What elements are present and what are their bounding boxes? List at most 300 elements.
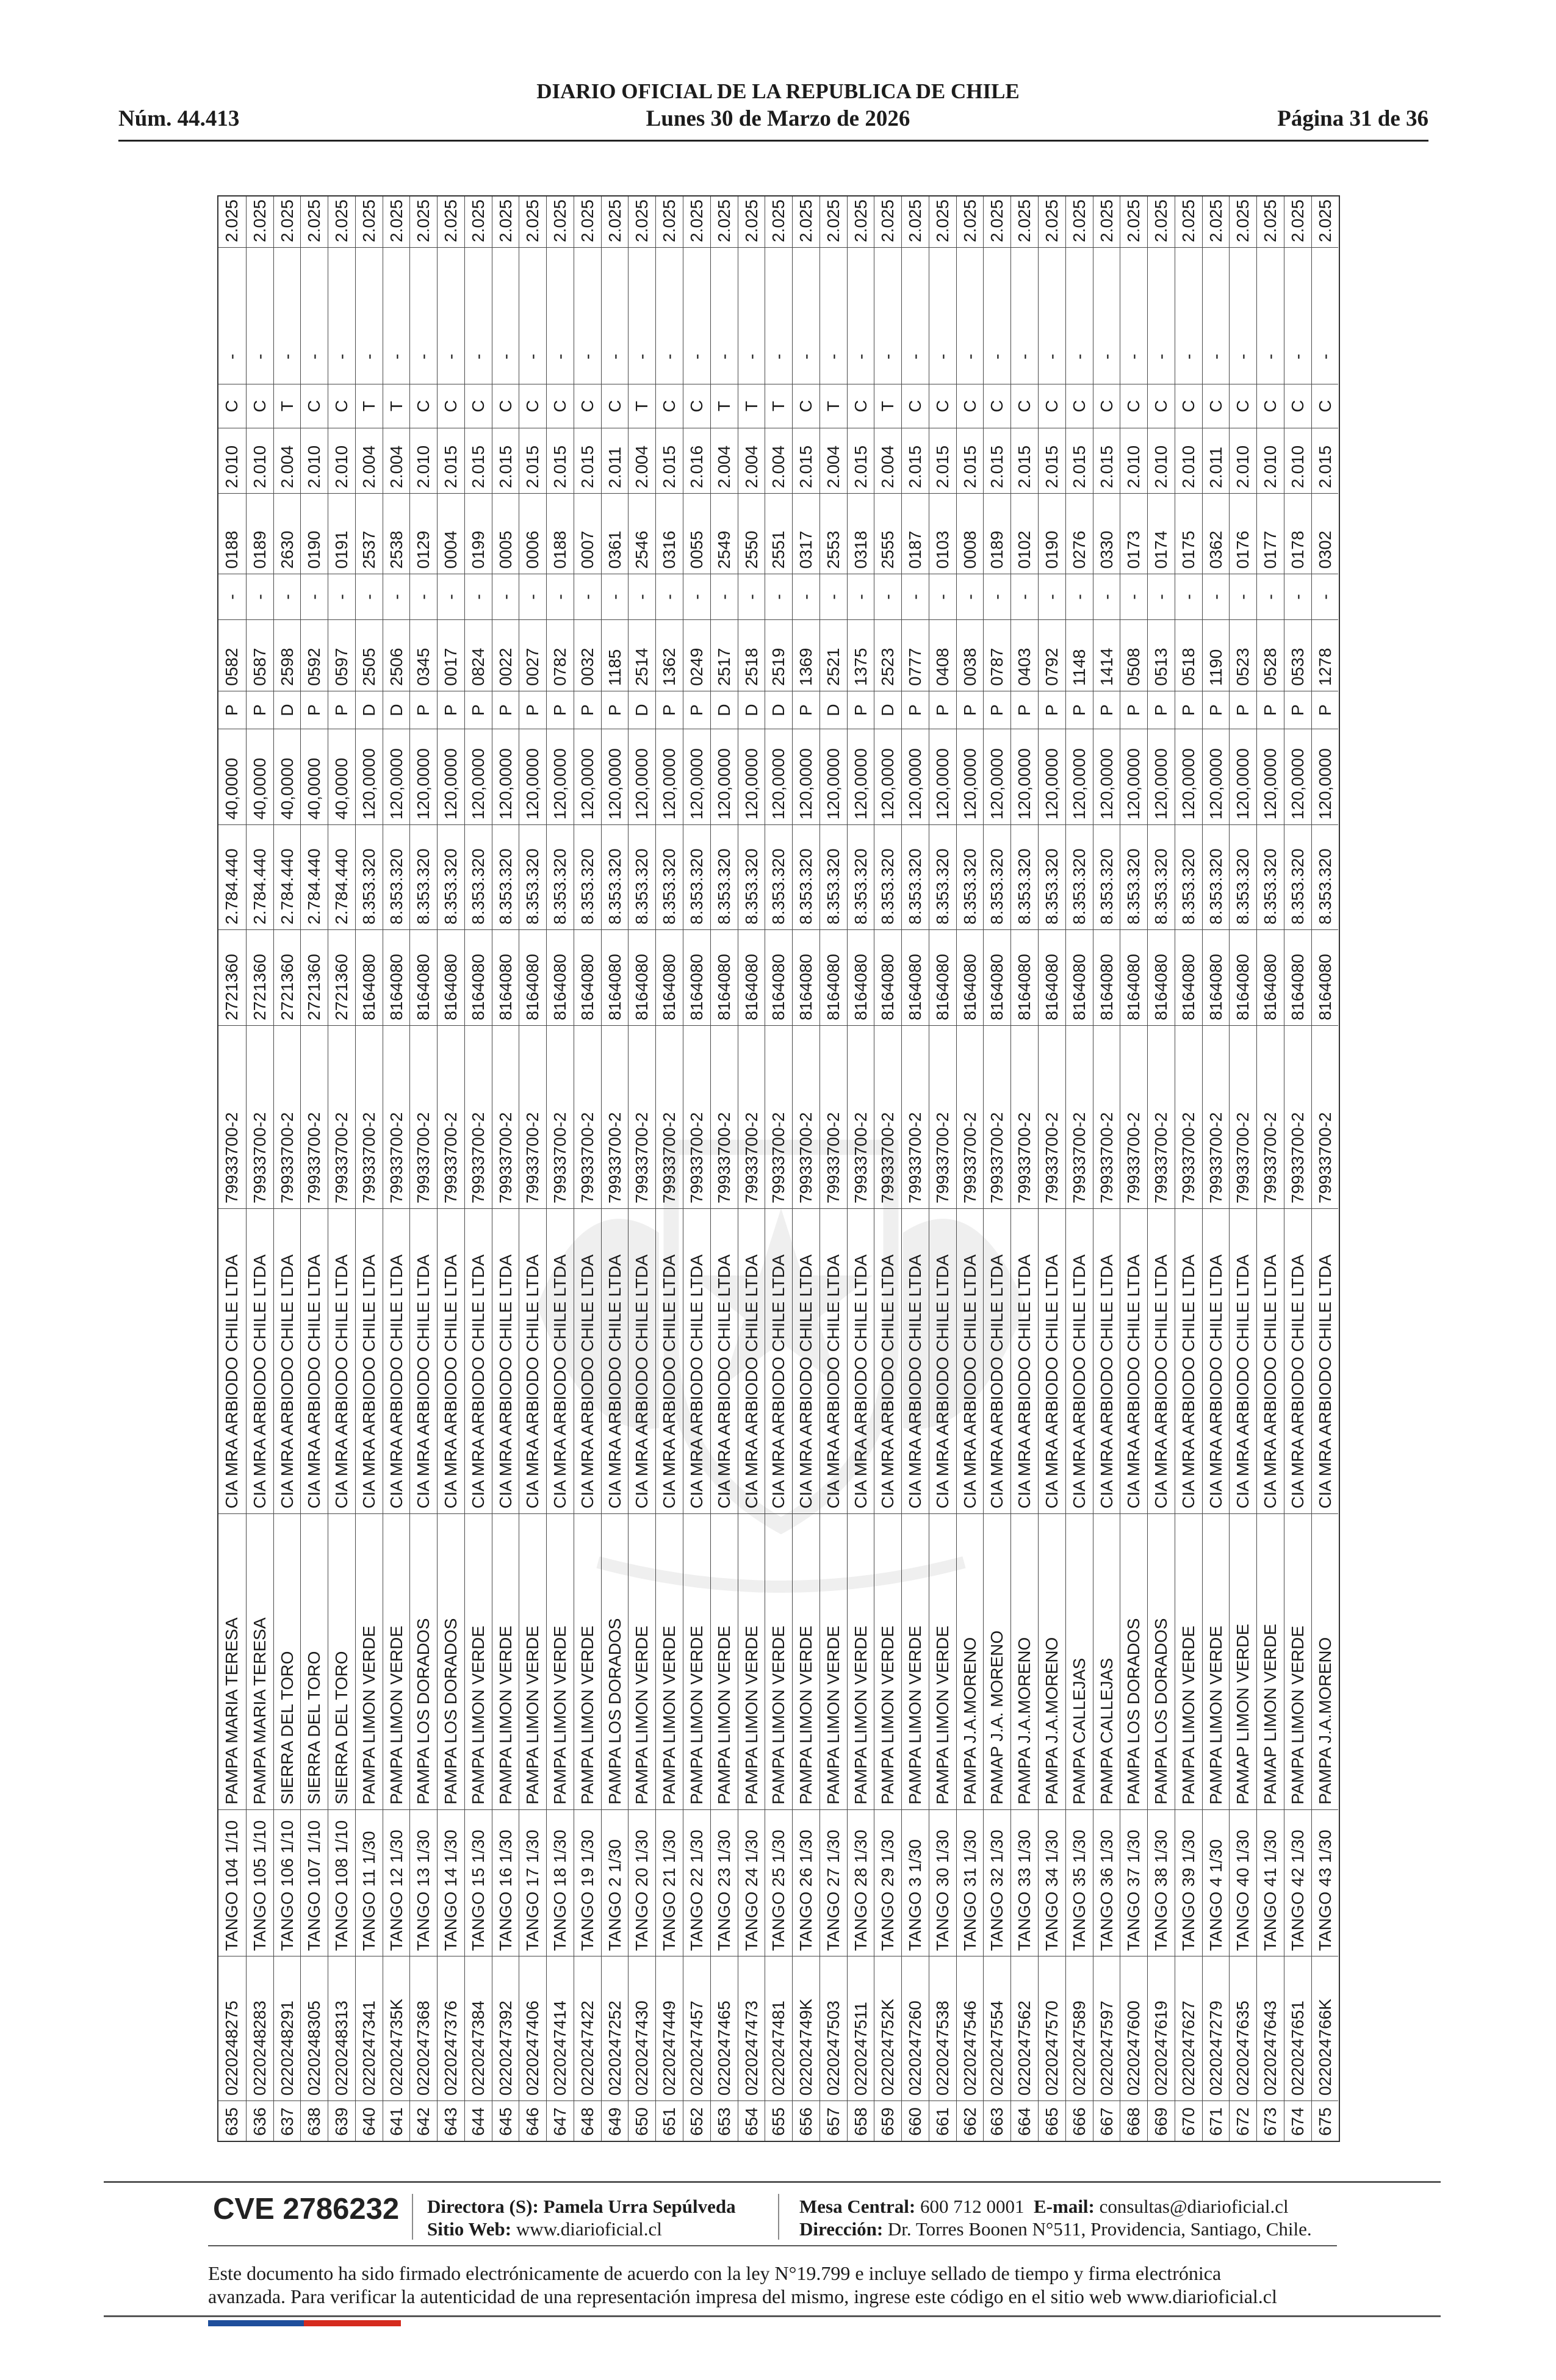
value-a-cell: 8164080 <box>1011 930 1038 1026</box>
value-b-cell: 8.353.320 <box>519 825 546 930</box>
folio-cell: 1278 <box>1312 620 1339 691</box>
year-cell: 2.025 <box>1312 197 1339 248</box>
claim-name-cell: TANGO 105 1/10 <box>247 1810 273 1956</box>
rut-cell: 79933700-2 <box>1039 1026 1065 1209</box>
location-cell: PAMPA LIMON VERDE <box>738 1514 765 1810</box>
code-cell: 0220247481 <box>765 1956 792 2101</box>
value-c-cell: 120,0000 <box>1175 729 1202 825</box>
owner-cell: CIA MRA ARBIODO CHILE LTDA <box>383 1209 410 1514</box>
owner-cell: CIA MRA ARBIODO CHILE LTDA <box>356 1209 383 1514</box>
value-a-cell: 2721360 <box>328 930 355 1026</box>
row-number-cell: 642 <box>414 2107 433 2136</box>
flag-stripe-blue <box>208 2320 304 2326</box>
dash-cell: - <box>410 248 437 384</box>
value-b-cell: 8.353.320 <box>1039 825 1065 930</box>
value-c-cell: 120,0000 <box>547 729 574 825</box>
year-cell: 2.025 <box>492 197 519 248</box>
location-cell: PAMPA LOS DORADOS <box>438 1514 464 1810</box>
number-cell: 0191 <box>328 494 355 574</box>
owner-cell: CIA MRA ARBIODO CHILE LTDA <box>683 1209 710 1514</box>
location-cell: PAMPA LIMON VERDE <box>629 1514 655 1810</box>
year-cell: 2.025 <box>765 197 792 248</box>
rut-cell: 79933700-2 <box>602 1026 629 1209</box>
number-cell: 0176 <box>1230 494 1256 574</box>
address-text: Dr. Torres Boonen N°511, Providencia, Santiago, Chile. <box>887 2218 1312 2240</box>
claim-name-cell: TANGO 19 1/30 <box>574 1810 601 1956</box>
year-cell: 2.010 <box>301 428 328 494</box>
location-cell: PAMPA LIMON VERDE <box>492 1514 519 1810</box>
location-cell: SIERRA DEL TORO <box>301 1514 328 1810</box>
dash-cell: - <box>1148 248 1175 384</box>
code-cell: 0220247449 <box>656 1956 683 2101</box>
type-cell: D <box>711 691 738 729</box>
type-cell: P <box>1066 691 1093 729</box>
code-cell: 0220247384 <box>465 1956 492 2101</box>
value-a-cell: 8164080 <box>602 930 629 1026</box>
letter-cell: C <box>929 384 956 428</box>
year-cell: 2.010 <box>410 428 437 494</box>
value-b-cell: 8.353.320 <box>1312 825 1339 930</box>
value-a-cell: 8164080 <box>519 930 546 1026</box>
type-cell: P <box>1230 691 1256 729</box>
code-cell: 0220247538 <box>929 1956 956 2101</box>
page-number: Página 31 de 36 <box>1277 106 1428 131</box>
letter-cell: C <box>848 384 874 428</box>
owner-cell: CIA MRA ARBIODO CHILE LTDA <box>328 1209 355 1514</box>
year-cell: 2.025 <box>793 197 819 248</box>
dash-cell: - <box>1011 248 1038 384</box>
number-cell: 0188 <box>218 494 246 574</box>
dash-cell: - <box>711 248 738 384</box>
year-cell: 2.025 <box>1203 197 1230 248</box>
claim-name-cell: TANGO 26 1/30 <box>793 1810 819 1956</box>
code-cell: 0220247554 <box>984 1956 1010 2101</box>
code-cell: 0220247619 <box>1148 1956 1175 2101</box>
year-cell: 2.016 <box>683 428 710 494</box>
dash-cell: - <box>848 248 874 384</box>
value-b-cell: 8.353.320 <box>984 825 1010 930</box>
rut-cell: 79933700-2 <box>711 1026 738 1209</box>
owner-cell: CIA MRA ARBIODO CHILE LTDA <box>547 1209 574 1514</box>
year-cell: 2.015 <box>656 428 683 494</box>
table-row <box>1120 197 1147 2141</box>
email-label: E-mail: <box>1034 2196 1095 2217</box>
year-cell: 2.004 <box>765 428 792 494</box>
claim-name-cell: TANGO 33 1/30 <box>1011 1810 1038 1956</box>
year-cell: 2.015 <box>902 428 929 494</box>
letter-cell: T <box>738 384 765 428</box>
value-b-cell: 8.353.320 <box>738 825 765 930</box>
type-cell: D <box>765 691 792 729</box>
row-number-cell: 671 <box>1206 2107 1225 2136</box>
value-a-cell: 8164080 <box>1039 930 1065 1026</box>
code-cell: 0220247465 <box>711 1956 738 2101</box>
flag-stripe-red <box>304 2320 401 2326</box>
row-number-cell: 656 <box>796 2107 816 2136</box>
row-number-cell: 636 <box>250 2107 269 2136</box>
number-cell: 2630 <box>274 494 301 574</box>
value-b-cell: 8.353.320 <box>711 825 738 930</box>
code-cell: 0220247406 <box>519 1956 546 2101</box>
year-cell: 2.025 <box>274 197 301 248</box>
table-row <box>1229 197 1256 2141</box>
folio-cell: 0022 <box>492 620 519 691</box>
value-b-cell: 8.353.320 <box>656 825 683 930</box>
code-cell: 0220247546 <box>957 1956 984 2101</box>
letter-cell: T <box>383 384 410 428</box>
type-cell: P <box>492 691 519 729</box>
dash-cell: - <box>1175 248 1202 384</box>
row-number-cell: 668 <box>1124 2107 1144 2136</box>
folio-cell: 0408 <box>929 620 956 691</box>
type-cell: P <box>1039 691 1065 729</box>
claim-name-cell: TANGO 21 1/30 <box>656 1810 683 1956</box>
header-divider <box>118 140 1428 142</box>
row-number-cell: 650 <box>632 2107 652 2136</box>
table-row <box>628 197 655 2141</box>
folio-cell: 0533 <box>1284 620 1311 691</box>
value-a-cell: 8164080 <box>1093 930 1120 1026</box>
table-row <box>1284 197 1311 2141</box>
table-row <box>655 197 683 2141</box>
value-c-cell: 120,0000 <box>574 729 601 825</box>
code-cell: 0220247341 <box>356 1956 383 2101</box>
letter-cell: C <box>1039 384 1065 428</box>
value-b-cell: 8.353.320 <box>929 825 956 930</box>
value-b-cell: 8.353.320 <box>957 825 984 930</box>
letter-cell: C <box>1230 384 1256 428</box>
claim-name-cell: TANGO 23 1/30 <box>711 1810 738 1956</box>
rut-cell: 79933700-2 <box>410 1026 437 1209</box>
rut-cell: 79933700-2 <box>1011 1026 1038 1209</box>
value-b-cell: 2.784.440 <box>301 825 328 930</box>
rut-cell: 79933700-2 <box>683 1026 710 1209</box>
value-c-cell: 120,0000 <box>1011 729 1038 825</box>
year-cell: 2.025 <box>957 197 984 248</box>
location-cell: PAMPA LIMON VERDE <box>1203 1514 1230 1810</box>
row-number-cell: 641 <box>386 2107 406 2136</box>
row-number-cell: 662 <box>960 2107 979 2136</box>
claim-name-cell: TANGO 40 1/30 <box>1230 1810 1256 1956</box>
type-cell: P <box>848 691 874 729</box>
year-cell: 2.015 <box>929 428 956 494</box>
year-cell: 2.025 <box>1148 197 1175 248</box>
folio-cell: 0777 <box>902 620 929 691</box>
year-cell: 2.025 <box>1120 197 1147 248</box>
dash-cell: - <box>547 248 574 384</box>
dash-cell: - <box>874 248 901 384</box>
folio-cell: 1362 <box>656 620 683 691</box>
dash-cell: - <box>465 248 492 384</box>
year-cell: 2.011 <box>602 428 629 494</box>
folio-cell: 0782 <box>547 620 574 691</box>
row-number-cell: 649 <box>605 2107 624 2136</box>
website-link[interactable]: www.diarioficial.cl <box>516 2218 662 2240</box>
folio-cell: 0587 <box>247 620 273 691</box>
folio-cell: 1375 <box>848 620 874 691</box>
folio-cell: 0508 <box>1120 620 1147 691</box>
number-cell: 0173 <box>1120 494 1147 574</box>
owner-cell: CIA MRA ARBIODO CHILE LTDA <box>1066 1209 1093 1514</box>
code-cell: 0220247279 <box>1203 1956 1230 2101</box>
rut-cell: 79933700-2 <box>793 1026 819 1209</box>
year-cell: 2.010 <box>1230 428 1256 494</box>
dash-cell: - <box>957 574 984 620</box>
folio-cell: 1414 <box>1093 620 1120 691</box>
claim-name-cell: TANGO 3 1/30 <box>902 1810 929 1956</box>
code-cell: 0220247376 <box>438 1956 464 2101</box>
dash-cell: - <box>1175 574 1202 620</box>
rut-cell: 79933700-2 <box>1203 1026 1230 1209</box>
type-cell: P <box>301 691 328 729</box>
dash-cell: - <box>438 574 464 620</box>
dash-cell: - <box>683 574 710 620</box>
letter-cell: C <box>1175 384 1202 428</box>
claim-name-cell: TANGO 13 1/30 <box>410 1810 437 1956</box>
director-block <box>427 2195 736 2240</box>
dash-cell: - <box>218 574 246 620</box>
table-row <box>300 197 328 2141</box>
footer-divider-top <box>104 2181 1441 2183</box>
number-cell: 0188 <box>547 494 574 574</box>
year-cell: 2.025 <box>1257 197 1284 248</box>
year-cell: 2.025 <box>848 197 874 248</box>
folio-cell: 2517 <box>711 620 738 691</box>
dash-cell: - <box>984 574 1010 620</box>
claim-name-cell: TANGO 30 1/30 <box>929 1810 956 1956</box>
value-b-cell: 8.353.320 <box>874 825 901 930</box>
table-row <box>765 197 792 2141</box>
rut-cell: 79933700-2 <box>1175 1026 1202 1209</box>
year-cell: 2.004 <box>356 428 383 494</box>
email-link[interactable]: consultas@diarioficial.cl <box>1099 2196 1289 2217</box>
location-cell: PAMPA LIMON VERDE <box>383 1514 410 1810</box>
year-cell: 2.025 <box>383 197 410 248</box>
row-number-cell: 672 <box>1233 2107 1253 2136</box>
dash-cell: - <box>1203 248 1230 384</box>
value-c-cell: 120,0000 <box>656 729 683 825</box>
location-cell: PAMPA LIMON VERDE <box>793 1514 819 1810</box>
location-cell: PAMPA J.A.MORENO <box>1039 1514 1065 1810</box>
row-number-cell: 659 <box>878 2107 898 2136</box>
number-cell: 2555 <box>874 494 901 574</box>
row-number-cell: 660 <box>906 2107 925 2136</box>
folio-cell: 2506 <box>383 620 410 691</box>
value-b-cell: 8.353.320 <box>465 825 492 930</box>
value-c-cell: 120,0000 <box>902 729 929 825</box>
year-cell: 2.025 <box>1093 197 1120 248</box>
value-b-cell: 8.353.320 <box>820 825 847 930</box>
dash-cell: - <box>247 574 273 620</box>
rut-cell: 79933700-2 <box>957 1026 984 1209</box>
dash-cell: - <box>929 248 956 384</box>
letter-cell: C <box>410 384 437 428</box>
dash-cell: - <box>1148 574 1175 620</box>
owner-cell: CIA MRA ARBIODO CHILE LTDA <box>519 1209 546 1514</box>
location-cell: PAMPA LIMON VERDE <box>656 1514 683 1810</box>
year-cell: 2.025 <box>874 197 901 248</box>
owner-cell: CIA MRA ARBIODO CHILE LTDA <box>874 1209 901 1514</box>
number-cell: 0330 <box>1093 494 1120 574</box>
value-b-cell: 8.353.320 <box>602 825 629 930</box>
value-a-cell: 8164080 <box>1148 930 1175 1026</box>
year-cell: 2.025 <box>683 197 710 248</box>
year-cell: 2.025 <box>328 197 355 248</box>
table-row <box>956 197 984 2141</box>
year-cell: 2.025 <box>247 197 273 248</box>
owner-cell: CIA MRA ARBIODO CHILE LTDA <box>711 1209 738 1514</box>
dash-cell: - <box>356 574 383 620</box>
dash-cell: - <box>274 248 301 384</box>
row-number-cell: 666 <box>1069 2107 1089 2136</box>
year-cell: 2.010 <box>218 428 246 494</box>
value-a-cell: 8164080 <box>656 930 683 1026</box>
table-row <box>546 197 574 2141</box>
value-c-cell: 120,0000 <box>356 729 383 825</box>
number-cell: 2537 <box>356 494 383 574</box>
claim-name-cell: TANGO 37 1/30 <box>1120 1810 1147 1956</box>
table-row <box>464 197 492 2141</box>
row-number-cell: 643 <box>441 2107 461 2136</box>
dash-cell: - <box>1039 248 1065 384</box>
folio-cell: 0403 <box>1011 620 1038 691</box>
code-cell: 0220247503 <box>820 1956 847 2101</box>
value-b-cell: 8.353.320 <box>1011 825 1038 930</box>
phone-label: Mesa Central: <box>799 2196 916 2217</box>
type-cell: D <box>874 691 901 729</box>
value-c-cell: 120,0000 <box>1230 729 1256 825</box>
code-cell: 0220247457 <box>683 1956 710 2101</box>
number-cell: 0276 <box>1066 494 1093 574</box>
owner-cell: CIA MRA ARBIODO CHILE LTDA <box>410 1209 437 1514</box>
year-cell: 2.025 <box>629 197 655 248</box>
number-cell: 0055 <box>683 494 710 574</box>
table-row <box>492 197 519 2141</box>
table-row <box>409 197 437 2141</box>
year-cell: 2.010 <box>247 428 273 494</box>
value-a-cell: 2721360 <box>218 930 246 1026</box>
dash-cell: - <box>301 248 328 384</box>
year-cell: 2.015 <box>848 428 874 494</box>
code-cell: 0220247260 <box>902 1956 929 2101</box>
dash-cell: - <box>738 574 765 620</box>
table-row <box>1010 197 1038 2141</box>
rut-cell: 79933700-2 <box>848 1026 874 1209</box>
website-line <box>427 2218 736 2240</box>
type-cell: D <box>383 691 410 729</box>
table-row <box>328 197 355 2141</box>
value-a-cell: 8164080 <box>874 930 901 1026</box>
table-row <box>847 197 874 2141</box>
rut-cell: 79933700-2 <box>1093 1026 1120 1209</box>
location-cell: PAMPA J.A.MORENO <box>1011 1514 1038 1810</box>
location-cell: PAMAP LIMON VERDE <box>1257 1514 1284 1810</box>
type-cell: P <box>1093 691 1120 729</box>
type-cell: P <box>656 691 683 729</box>
type-cell: P <box>519 691 546 729</box>
type-cell: D <box>274 691 301 729</box>
code-cell: 0220247643 <box>1257 1956 1284 2101</box>
dash-cell: - <box>1312 248 1339 384</box>
value-c-cell: 40,0000 <box>274 729 301 825</box>
letter-cell: C <box>1257 384 1284 428</box>
value-b-cell: 8.353.320 <box>438 825 464 930</box>
folio-cell: 0824 <box>465 620 492 691</box>
folio-cell: 1369 <box>793 620 819 691</box>
folio-cell: 0592 <box>301 620 328 691</box>
number-cell: 0318 <box>848 494 874 574</box>
dash-cell: - <box>1284 248 1311 384</box>
rut-cell: 79933700-2 <box>218 1026 246 1209</box>
folio-cell: 2598 <box>274 620 301 691</box>
value-c-cell: 40,0000 <box>301 729 328 825</box>
table-row <box>683 197 710 2141</box>
dash-cell: - <box>1230 248 1256 384</box>
letter-cell: C <box>301 384 328 428</box>
code-cell: 0220247422 <box>574 1956 601 2101</box>
dash-cell: - <box>1066 248 1093 384</box>
row-number-cell: 638 <box>304 2107 324 2136</box>
dash-cell: - <box>1039 574 1065 620</box>
letter-cell: C <box>547 384 574 428</box>
location-cell: SIERRA DEL TORO <box>328 1514 355 1810</box>
year-cell: 2.015 <box>465 428 492 494</box>
claim-name-cell: TANGO 104 1/10 <box>218 1810 246 1956</box>
type-cell: P <box>328 691 355 729</box>
rut-cell: 79933700-2 <box>1148 1026 1175 1209</box>
letter-cell: C <box>656 384 683 428</box>
value-b-cell: 8.353.320 <box>1284 825 1311 930</box>
location-cell: PAMPA LOS DORADOS <box>1148 1514 1175 1810</box>
code-cell: 0220248313 <box>328 1956 355 2101</box>
year-cell: 2.015 <box>1093 428 1120 494</box>
owner-cell: CIA MRA ARBIODO CHILE LTDA <box>820 1209 847 1514</box>
code-cell: 0220248291 <box>274 1956 301 2101</box>
value-c-cell: 120,0000 <box>683 729 710 825</box>
year-cell: 2.025 <box>1011 197 1038 248</box>
rut-cell: 79933700-2 <box>902 1026 929 1209</box>
year-cell: 2.015 <box>1011 428 1038 494</box>
dash-cell: - <box>465 574 492 620</box>
code-cell: 0220247252 <box>602 1956 629 2101</box>
value-b-cell: 8.353.320 <box>1257 825 1284 930</box>
rut-cell: 79933700-2 <box>492 1026 519 1209</box>
dash-cell: - <box>602 574 629 620</box>
claim-name-cell: TANGO 31 1/30 <box>957 1810 984 1956</box>
number-cell: 2550 <box>738 494 765 574</box>
location-cell: PAMPA LIMON VERDE <box>820 1514 847 1810</box>
type-cell: P <box>247 691 273 729</box>
year-cell: 2.015 <box>793 428 819 494</box>
folio-cell: 0582 <box>218 620 246 691</box>
dash-cell: - <box>1120 574 1147 620</box>
letter-cell: T <box>711 384 738 428</box>
value-b-cell: 8.353.320 <box>902 825 929 930</box>
rut-cell: 79933700-2 <box>1284 1026 1311 1209</box>
folio-cell: 0787 <box>984 620 1010 691</box>
value-a-cell: 8164080 <box>793 930 819 1026</box>
letter-cell: C <box>1148 384 1175 428</box>
value-c-cell: 120,0000 <box>410 729 437 825</box>
location-cell: PAMPA LIMON VERDE <box>1284 1514 1311 1810</box>
year-cell: 2.025 <box>519 197 546 248</box>
code-cell: 022024752K <box>874 1956 901 2101</box>
value-a-cell: 8164080 <box>1203 930 1230 1026</box>
letter-cell: C <box>602 384 629 428</box>
year-cell: 2.015 <box>1039 428 1065 494</box>
table-row <box>601 197 629 2141</box>
value-a-cell: 8164080 <box>1230 930 1256 1026</box>
